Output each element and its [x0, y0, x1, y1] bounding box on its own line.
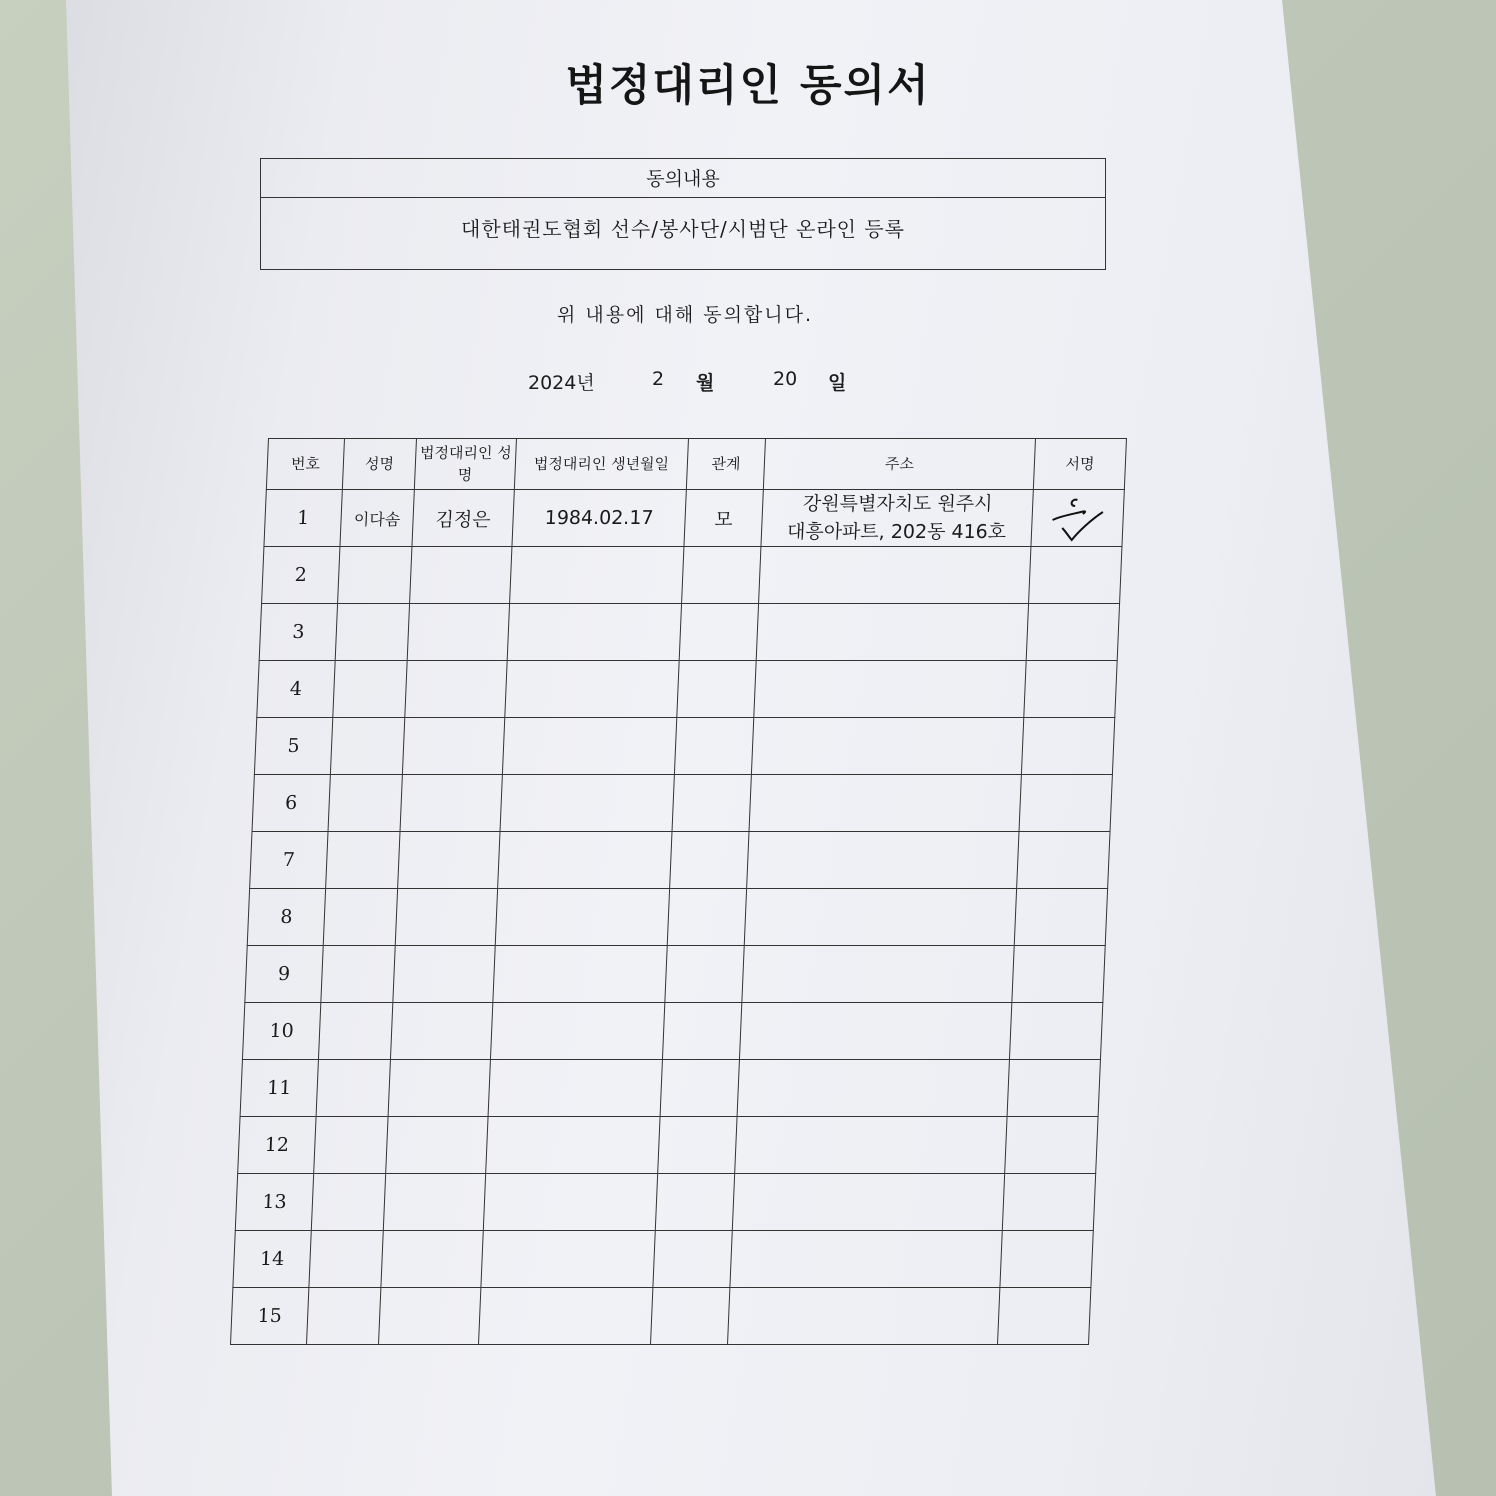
- row-cell-empty: [667, 889, 746, 946]
- row-cell-empty: [1029, 547, 1122, 604]
- header-guardian-name: 법정대리인 성명: [414, 439, 516, 490]
- row-cell-empty: [500, 775, 674, 832]
- row-cell-empty: [739, 1003, 1011, 1060]
- row-cell-empty: [379, 1288, 481, 1345]
- row-cell-empty: [321, 946, 395, 1003]
- table-row: [231, 1288, 1091, 1345]
- date-month-value: 2: [652, 368, 665, 390]
- row-cell-empty: [1026, 604, 1119, 661]
- row-number: 13: [235, 1174, 313, 1231]
- table-row: [242, 1003, 1102, 1060]
- row-cell-empty: [744, 889, 1016, 946]
- row-number: 12: [238, 1117, 316, 1174]
- table-row: [245, 946, 1105, 1003]
- table-row: [252, 775, 1112, 832]
- row-cell-empty: [1014, 889, 1107, 946]
- row-number: 4: [257, 661, 335, 718]
- row-cell-empty: [388, 1060, 490, 1117]
- row-cell-empty: [742, 946, 1014, 1003]
- row-number: 14: [233, 1231, 311, 1288]
- row-cell-empty: [381, 1231, 483, 1288]
- row-cell-empty: [747, 832, 1019, 889]
- row-cell-empty: [405, 661, 507, 718]
- table-row: [264, 490, 1124, 547]
- row-cell-empty: [737, 1060, 1009, 1117]
- row-cell-empty: [390, 1003, 492, 1060]
- row-cell-empty: [316, 1060, 390, 1117]
- row-cell-empty: [665, 946, 744, 1003]
- table-row: [259, 604, 1119, 661]
- row-cell-empty: [728, 1288, 1000, 1345]
- row-cell-empty: [651, 1288, 730, 1345]
- table-row: [240, 1060, 1100, 1117]
- row-cell-empty: [328, 775, 402, 832]
- row-number: 9: [245, 946, 323, 1003]
- row-number: 10: [242, 1003, 320, 1060]
- row-cell-empty: [679, 604, 758, 661]
- row-cell-empty: [1009, 1003, 1102, 1060]
- row-cell-empty: [314, 1117, 388, 1174]
- row-cell-empty: [383, 1174, 485, 1231]
- row-cell-empty: [330, 718, 404, 775]
- row-cell-empty: [400, 775, 502, 832]
- row-cell-empty: [1019, 775, 1112, 832]
- row-cell-empty: [309, 1231, 383, 1288]
- row-relation: 모: [684, 490, 763, 547]
- row-cell-empty: [1002, 1174, 1095, 1231]
- agreement-statement: 위 내용에 대해 동의합니다.: [556, 304, 814, 326]
- row-cell-empty: [326, 832, 400, 889]
- row-number: 11: [240, 1060, 318, 1117]
- row-address-line1: 강원특별자치도 원주시: [802, 493, 993, 515]
- header-guardian-birth: 법정대리인 생년월일: [514, 439, 688, 490]
- row-cell-empty: [677, 661, 756, 718]
- row-cell-empty: [323, 889, 397, 946]
- row-cell-empty: [658, 1117, 737, 1174]
- row-cell-empty: [386, 1117, 488, 1174]
- header-relation: 관계: [686, 439, 765, 490]
- row-cell-empty: [660, 1060, 739, 1117]
- row-cell-empty: [1007, 1060, 1100, 1117]
- registration-table: [230, 438, 1127, 1345]
- header-signature: 서명: [1033, 439, 1126, 490]
- row-cell-empty: [395, 889, 497, 946]
- row-cell-empty: [732, 1174, 1004, 1231]
- row-number: 7: [250, 832, 328, 889]
- row-cell-empty: [333, 661, 407, 718]
- row-cell-empty: [1017, 832, 1110, 889]
- row-cell-empty: [402, 718, 504, 775]
- row-cell-empty: [495, 889, 669, 946]
- row-number: 15: [231, 1288, 309, 1345]
- row-cell-empty: [507, 604, 681, 661]
- row-cell-empty: [488, 1060, 662, 1117]
- table-row: [250, 832, 1110, 889]
- row-cell-empty: [311, 1174, 385, 1231]
- consent-content-header: 동의내용: [261, 159, 1105, 198]
- row-cell-empty: [338, 547, 412, 604]
- consent-content-box: [260, 158, 1106, 270]
- row-cell-empty: [998, 1288, 1091, 1345]
- row-cell-empty: [662, 1003, 741, 1060]
- row-cell-empty: [1005, 1117, 1098, 1174]
- row-cell-empty: [502, 718, 676, 775]
- row-cell-empty: [481, 1231, 655, 1288]
- row-number: 6: [252, 775, 330, 832]
- date-year: 2024년: [528, 372, 595, 394]
- row-cell-empty: [493, 946, 667, 1003]
- row-cell-empty: [498, 832, 672, 889]
- row-cell-empty: [1021, 718, 1114, 775]
- row-address-line2: 대흥아파트, 202동 416호: [786, 521, 1007, 543]
- row-guardian-birth: 1984.02.17: [512, 490, 686, 547]
- row-cell-empty: [1000, 1231, 1093, 1288]
- row-cell-empty: [1024, 661, 1117, 718]
- row-cell-empty: [759, 547, 1031, 604]
- consent-content-body: 대한태권도협회 선수/봉사단/시범단 온라인 등록: [461, 217, 905, 241]
- table-row: [262, 547, 1122, 604]
- table-row: [235, 1174, 1095, 1231]
- row-cell-empty: [674, 718, 753, 775]
- row-cell-empty: [318, 1003, 392, 1060]
- row-cell-empty: [672, 775, 751, 832]
- date-day-value: 20: [773, 368, 798, 390]
- table-row: [238, 1117, 1098, 1174]
- row-cell-empty: [754, 661, 1026, 718]
- row-number: 8: [247, 889, 325, 946]
- document-title: 법정대리인 동의서: [565, 61, 931, 111]
- row-cell-empty: [335, 604, 409, 661]
- signature-icon: [1046, 494, 1110, 542]
- row-cell-empty: [735, 1117, 1007, 1174]
- row-signature: [1031, 490, 1124, 547]
- row-cell-empty: [505, 661, 679, 718]
- row-cell-empty: [653, 1231, 732, 1288]
- row-cell-empty: [682, 547, 761, 604]
- row-guardian-name: 김정은: [412, 490, 514, 547]
- header-name: 성명: [342, 439, 416, 490]
- row-number: 5: [254, 718, 332, 775]
- row-cell-empty: [483, 1174, 657, 1231]
- row-cell-empty: [749, 775, 1021, 832]
- date-month-unit: 월: [696, 372, 715, 394]
- row-cell-empty: [486, 1117, 660, 1174]
- table-row: [233, 1231, 1093, 1288]
- table-header-row: [266, 439, 1126, 490]
- row-cell-empty: [510, 547, 684, 604]
- row-cell-empty: [490, 1003, 664, 1060]
- row-cell-empty: [756, 604, 1028, 661]
- header-number: 번호: [266, 439, 344, 490]
- row-number: 3: [259, 604, 337, 661]
- row-cell-empty: [479, 1288, 653, 1345]
- row-cell-empty: [307, 1288, 381, 1345]
- row-number: 2: [262, 547, 340, 604]
- row-cell-empty: [670, 832, 749, 889]
- row-cell-empty: [398, 832, 500, 889]
- row-name: 이다솜: [340, 490, 414, 547]
- row-cell-empty: [1012, 946, 1105, 1003]
- row-number: 1: [264, 490, 342, 547]
- row-cell-empty: [655, 1174, 734, 1231]
- table-row: [254, 718, 1114, 775]
- row-address: [761, 490, 1033, 547]
- row-cell-empty: [407, 604, 509, 661]
- row-cell-empty: [730, 1231, 1002, 1288]
- row-cell-empty: [393, 946, 495, 1003]
- table-row: [257, 661, 1117, 718]
- date-day-unit: 일: [828, 372, 847, 394]
- row-cell-empty: [410, 547, 512, 604]
- table-row: [247, 889, 1107, 946]
- header-address: 주소: [763, 439, 1035, 490]
- row-cell-empty: [751, 718, 1023, 775]
